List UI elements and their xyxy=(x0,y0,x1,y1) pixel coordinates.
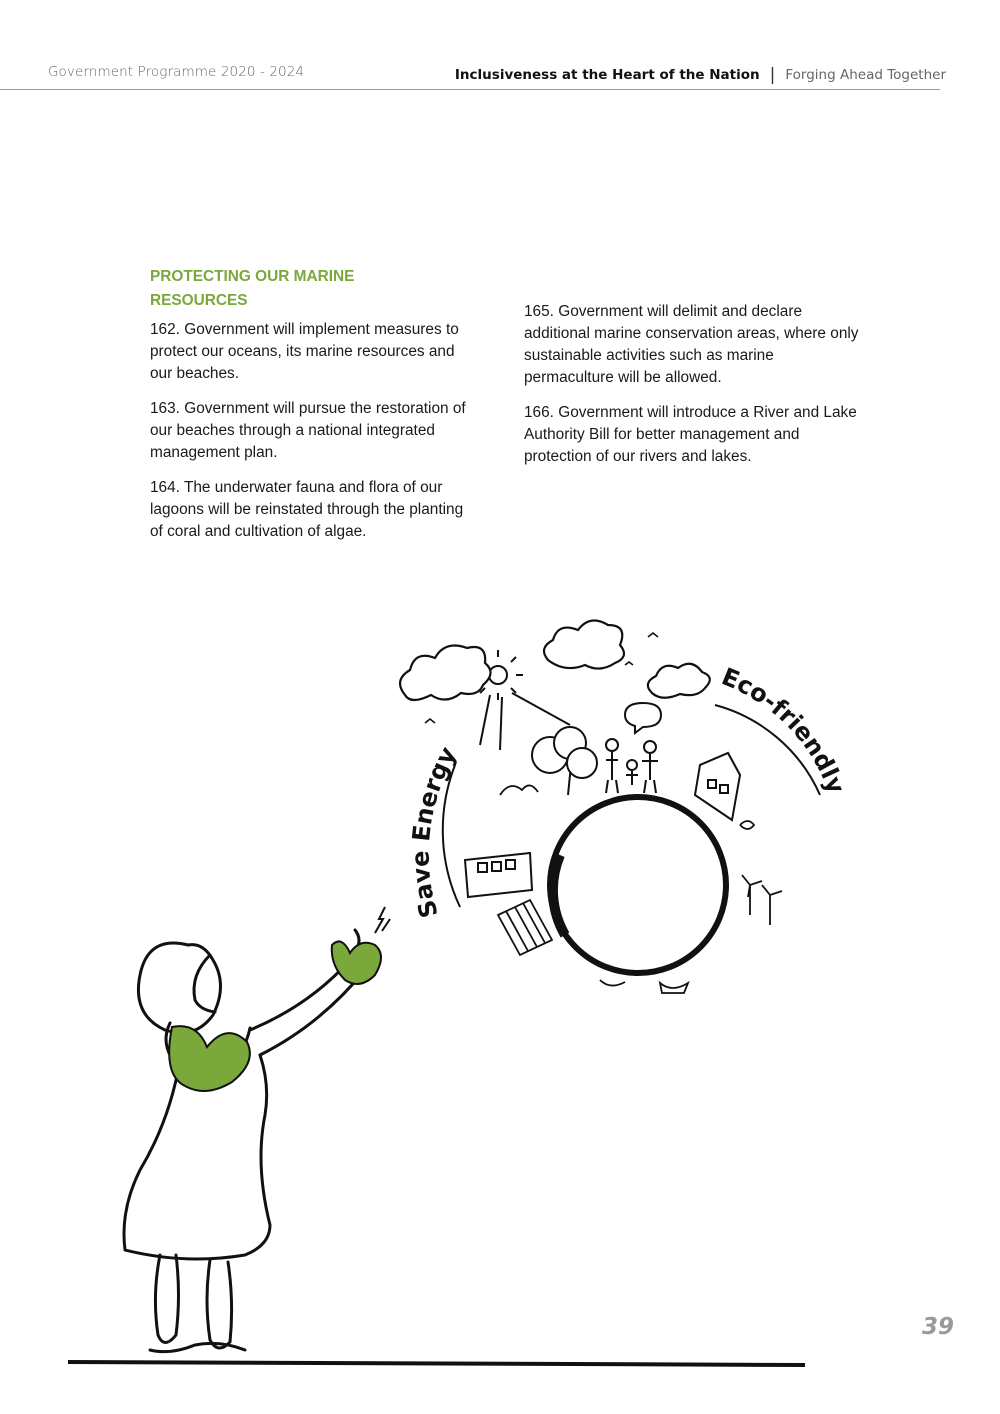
wind-turbine-icon xyxy=(742,875,782,925)
mitten-accent xyxy=(332,941,381,984)
house-icon xyxy=(695,753,740,820)
cloud-icon xyxy=(400,621,710,700)
header-rule xyxy=(0,89,940,90)
family-icon xyxy=(606,703,661,793)
right-column xyxy=(524,301,859,481)
ground-line xyxy=(68,1362,805,1365)
building-icon xyxy=(465,853,532,897)
tree-icon xyxy=(532,727,597,795)
header-separator: | xyxy=(769,65,776,85)
solar-panel-icon xyxy=(498,900,552,955)
header-right xyxy=(455,64,946,84)
paragraph-165: 165. Government will delimit and declare additional marine conservation areas, where only sustainable activities such as marine permaculture will be allowed. xyxy=(524,303,859,386)
page-header xyxy=(0,0,1000,90)
header-theme: Inclusiveness at the Heart of the Nation xyxy=(454,67,760,83)
collar-accent xyxy=(169,1026,250,1091)
left-column xyxy=(150,265,480,556)
globe-icon xyxy=(550,797,726,973)
girl-figure xyxy=(124,930,365,1352)
paragraph-164: 164. The underwater fauna and flora of our lagoons will be reinstated through the planting of coral and cultivation of algae. xyxy=(150,479,464,540)
paragraph-163: 163. Government will pursue the restoration of our beaches through a national integrated management plan. xyxy=(150,400,466,461)
header-tagline: Forging Ahead Together xyxy=(785,67,946,83)
eco-illustration xyxy=(60,615,860,1375)
save-energy-label: Save Energy xyxy=(406,742,462,921)
paragraph-166: 166. Government will introduce a River and Lake Authority Bill for better management and protection of our rivers and lakes. xyxy=(524,404,857,465)
eco-friendly-label: Eco-friendly xyxy=(717,662,851,798)
paragraph-162: 162. Government will implement measures to protect our oceans, its marine resources and our beaches. xyxy=(150,321,459,382)
document-title: Government Programme 2020 - 2024 xyxy=(48,64,305,80)
page-number: 39 xyxy=(921,1314,954,1340)
section-title: PROTECTING OUR MARINE RESOURCES xyxy=(150,268,355,309)
